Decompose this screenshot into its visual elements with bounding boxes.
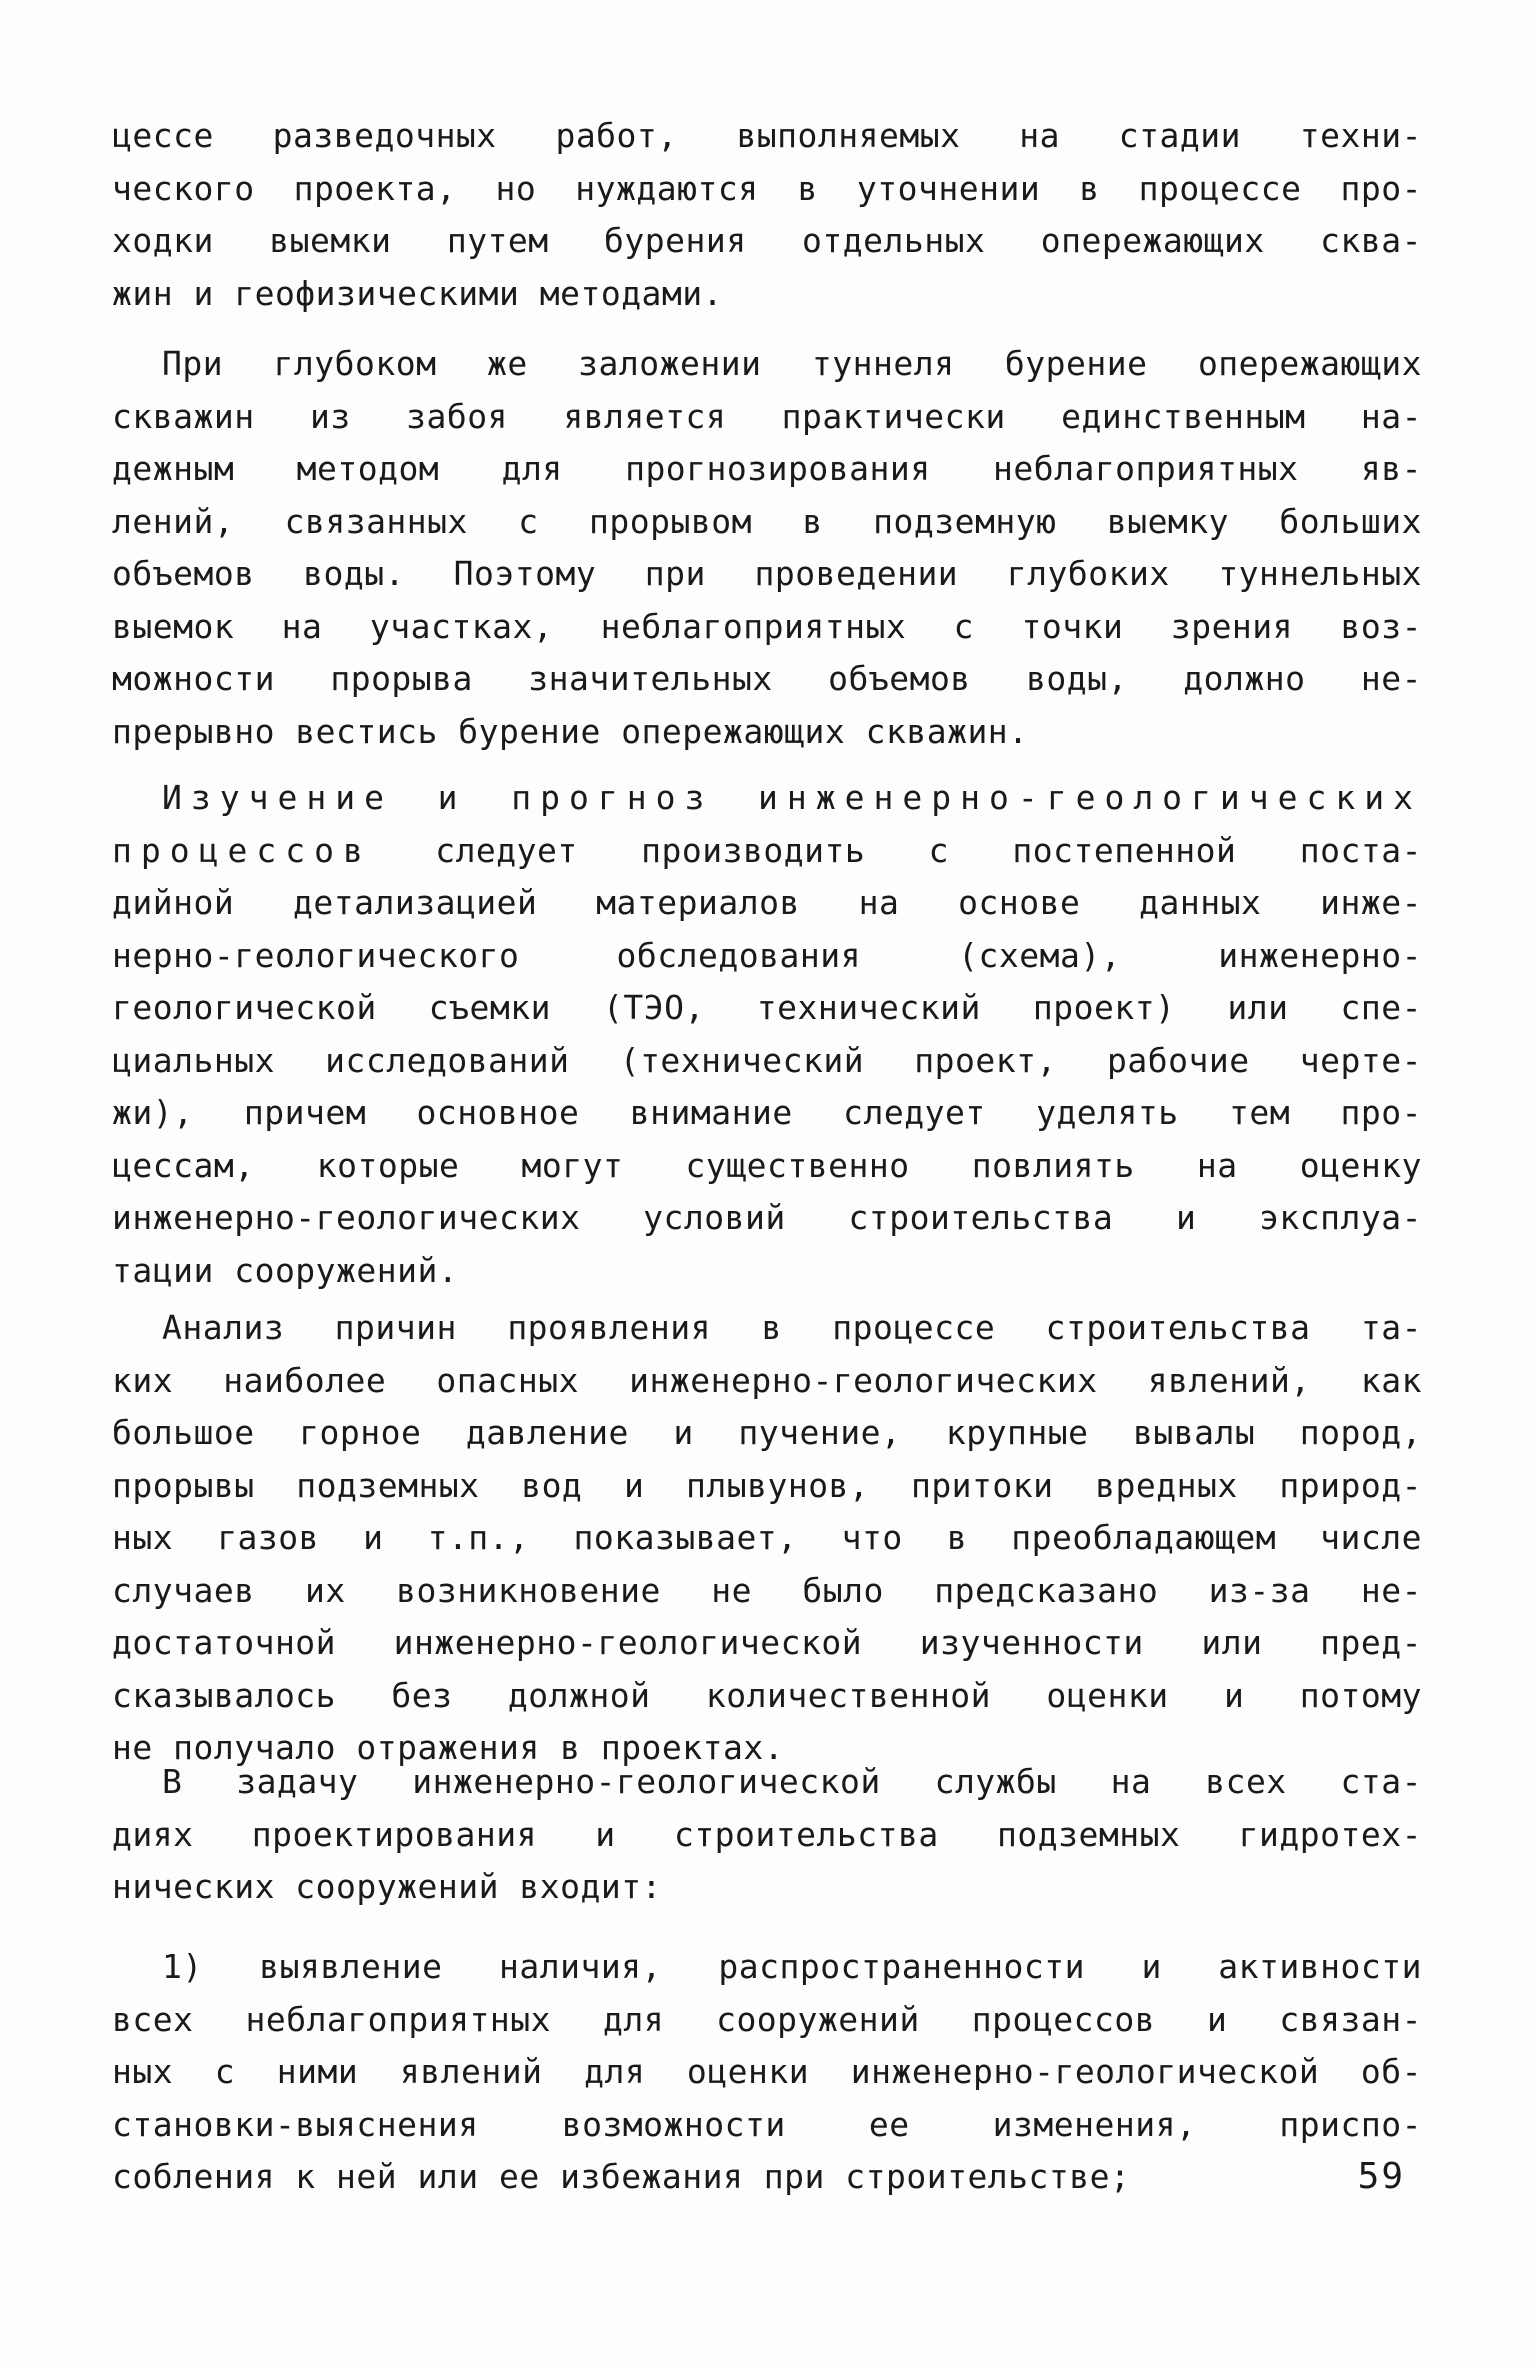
text-line: При глубоком же заложении туннеля бурение опережающих (162, 344, 1422, 383)
text-line: скважин из забоя является практически единственным на- (112, 396, 1422, 436)
text-line: становки-выяснения возможности ее изменения, приспо- (112, 2104, 1422, 2144)
page-number: 59 (1357, 2156, 1405, 2197)
text-line: ких наиболее опасных инженерно-геологических явлений, как (112, 1360, 1422, 1400)
paragraph-2 (112, 338, 1422, 758)
paragraph-3 (112, 772, 1422, 1297)
text-line: собления к ней или ее избежания при строительстве; (112, 2157, 1131, 2196)
text-line: нических сооружений входит: (112, 1867, 662, 1906)
text-line: большое горное давление и пучение, крупные вывалы пород, (112, 1413, 1422, 1452)
text-line: сказывалось без должной количественной оценки и потому (112, 1675, 1422, 1715)
text-line: диях проектирования и строительства подземных гидротех- (112, 1814, 1422, 1854)
text-line: 1) выявление наличия, распространенности и активности (162, 1947, 1422, 1986)
text-line: случаев их возникновение не было предсказано из-за не- (112, 1570, 1422, 1610)
spaced-word: процессов (112, 830, 372, 870)
text-line: объемов воды. Поэтому при проведении глубоких туннельных (112, 554, 1422, 593)
text-line: цессам, которые могут существенно повлиять на оценку (112, 1145, 1422, 1185)
spaced-heading-line: Изучение и прогноз инженерно-геологических (162, 778, 1422, 817)
text-line: достаточной инженерно-геологической изученности или пред- (112, 1623, 1422, 1662)
text-line: прорывы подземных вод и плывунов, притоки вредных природ- (112, 1465, 1422, 1505)
text-line: циальных исследований (технический проект, рабочие черте- (112, 1040, 1422, 1080)
text-line: выемок на участках, неблагоприятных с точки зрения воз- (112, 606, 1422, 646)
text-line (112, 825, 1422, 878)
text-line: дежным методом для прогнозирования неблагоприятных яв- (112, 449, 1422, 488)
paragraph-1 (112, 110, 1422, 320)
text-line: тации сооружений. (112, 1250, 459, 1290)
text-line: инженерно-геологических условий строительства и эксплуа- (112, 1198, 1422, 1237)
text-line: В задачу инженерно-геологической службы на всех ста- (162, 1762, 1422, 1801)
text-line: цессе разведочных работ, выполняемых на стадии техни- (112, 116, 1422, 155)
text-line: не получало отражения в проектах. (112, 1728, 785, 1767)
text-line: всех неблагоприятных для сооружений процессов и связан- (112, 1999, 1422, 2039)
text-line: можности прорыва значительных объемов воды, должно не- (112, 659, 1422, 698)
text-line: ных с ними явлений для оценки инженерно-геологической об- (112, 2052, 1422, 2091)
text-line: ходки выемки путем бурения отдельных опережающих сква- (112, 221, 1422, 260)
text-line: Анализ причин проявления в процессе строительства та- (162, 1308, 1422, 1347)
paragraph-4 (112, 1302, 1422, 1775)
text-line: нерно-геологического обследования (схема), инженерно- (112, 935, 1422, 975)
text-line: геологической съемки (ТЭО, технический проект) или спе- (112, 988, 1422, 1027)
text-line: ных газов и т.п., показывает, что в преобладающем числе (112, 1518, 1422, 1557)
text-line: прерывно вестись бурение опережающих скважин. (112, 711, 1029, 751)
text-line-rest: следует производить с постепенной поста- (371, 830, 1422, 870)
text-line: ческого проекта, но нуждаются в уточнении в процессе про- (112, 168, 1422, 208)
text-line: жин и геофизическими методами. (112, 273, 724, 313)
paragraph-6-list-item (112, 1941, 1422, 2204)
text-line: лений, связанных с прорывом в подземную выемку больших (112, 501, 1422, 541)
text-line: дийной детализацией материалов на основе данных инже- (112, 883, 1422, 922)
paragraph-5 (112, 1756, 1422, 1914)
text-line: жи), причем основное внимание следует уделять тем про- (112, 1093, 1422, 1132)
